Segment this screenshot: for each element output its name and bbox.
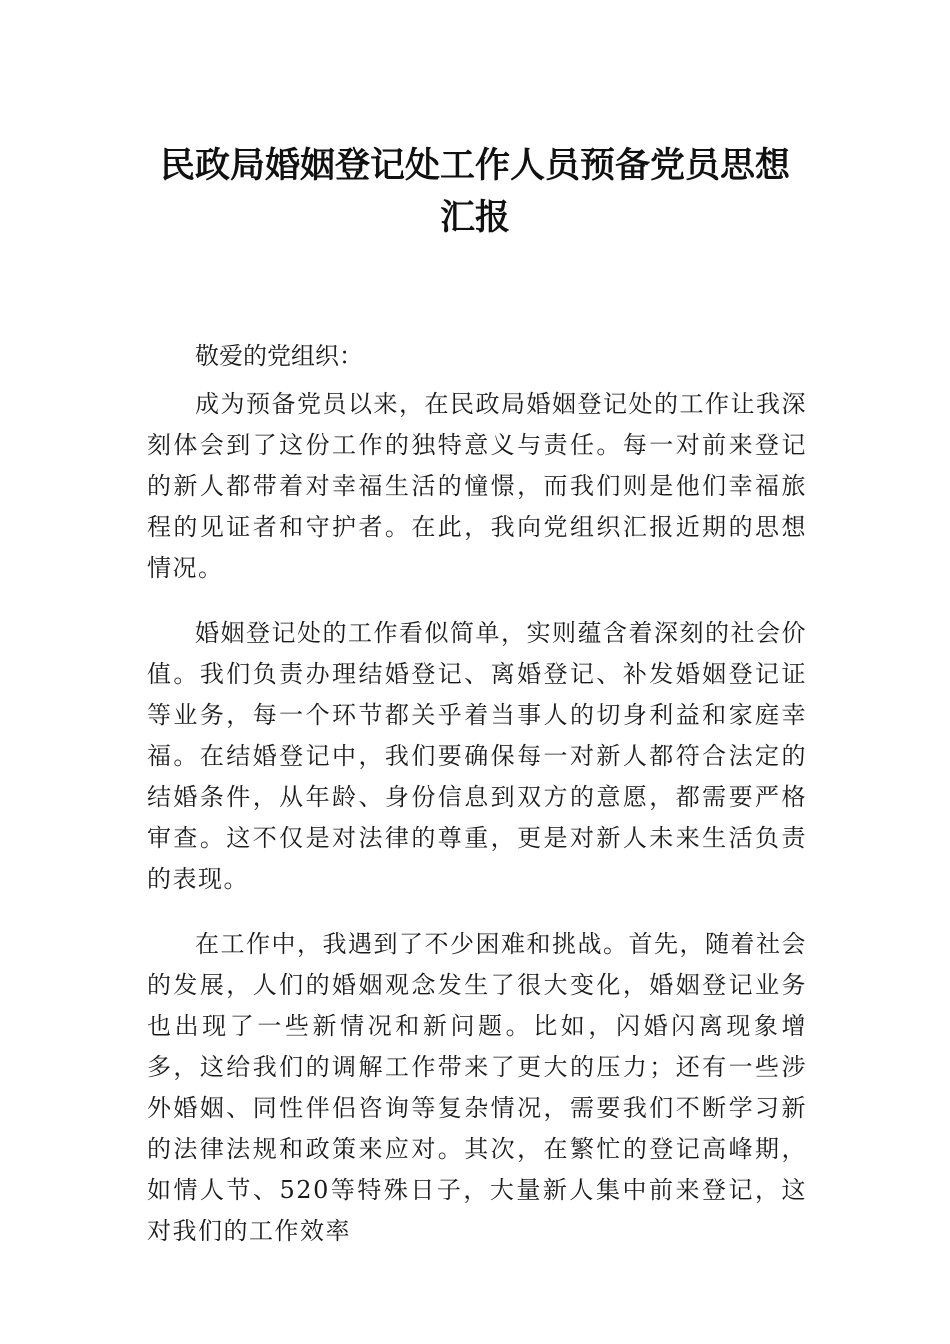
paragraph-3: 在工作中，我遇到了不少困难和挑战。首先，随着社会的发展，人们的婚姻观念发生了很大变化，婚姻登记业务也出现了一些新情况和新问题。比如，闪婚闪离现象增多，这给我们的调解工作带来了更大的压力；还有一些涉外婚姻、同性伴侣咨询等复杂情况，需要我们不断学习新的法律法规和政策来应对。其次，在繁忙的登记高峰期，如情人节、520等特殊日子，大量新人集中前来登记，这对我们的工作效率 <box>147 930 807 1245</box>
paragraph-1: 成为预备党员以来，在民政局婚姻登记处的工作让我深刻体会到了这份工作的独特意义与责任。每一对前来登记的新人都带着对幸福生活的憧憬，而我们则是他们幸福旅程的见证者和守护者。在此，我向党组织汇报近期的思想情况。 <box>147 390 807 582</box>
paragraph-2: 婚姻登记处的工作看似简单，实则蕴含着深刻的社会价值。我们负责办理结婚登记、离婚登记、补发婚姻登记证等业务，每一个环节都关乎着当事人的切身利益和家庭幸福。在结婚登记中，我们要确保每一对新人都符合法定的结婚条件，从年龄、身份信息到双方的意愿，都需要严格审查。这不仅是对法律的尊重，更是对新人未来生活负责的表现。 <box>147 619 807 893</box>
document-body <box>147 336 807 1276</box>
document-title: 民政局婚姻登记处工作人员预备党员思想汇报 <box>159 146 790 238</box>
salutation: 敬爱的党组织： <box>195 342 363 370</box>
